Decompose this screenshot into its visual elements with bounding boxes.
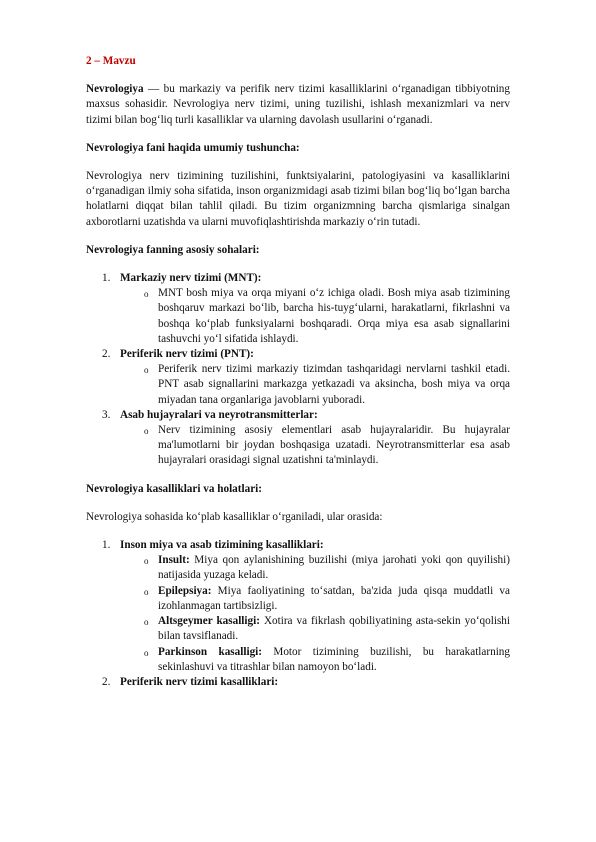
item-label: Asab hujayralari va neyrotransmitterlar: <box>120 408 318 421</box>
page-title: 2 – Mavzu <box>86 55 136 67</box>
item-label: Inson miya va asab tizimining kasalliklari: <box>120 539 324 552</box>
document-content <box>86 54 510 690</box>
sub-item-text: Motor tizimining buzilishi, bu harakatlarning sekinlashuvi va titrashlar bilan namoyon bo‘ladi. <box>158 645 510 673</box>
sub-list-wrapper <box>86 362 510 408</box>
intro-term: Nevrologiya <box>86 83 144 96</box>
sub-item <box>86 553 510 583</box>
list-item <box>86 538 510 553</box>
circle-bullet-icon: o <box>144 586 149 597</box>
sub-list-wrapper <box>86 286 510 347</box>
section1-paragraph: Nevrologiya nerv tizimining tuzilishini, funktsiyalarini, patologiyasini va kasalliklarini o‘rganadigan ilmiy soha sifatida, inson organizmidagi asab tizimi bilan bog‘liq bo‘lgan barcha holatlarni diqqat bilan tahlil qiladi. Bu tizim organizmning barcha qismlariga sinalgan axborotlarni uzatishda va ularni muvofiqlashtirishda markaziy o‘rin tutadi. <box>86 170 510 228</box>
sub-item <box>86 584 510 614</box>
item-label: Periferik nerv tizimi (PNT): <box>120 348 254 361</box>
sub-item <box>86 362 510 408</box>
item-number: 2. <box>102 348 111 361</box>
item-number: 2. <box>102 675 111 688</box>
sub-item <box>86 423 510 469</box>
item-number: 1. <box>102 539 111 552</box>
sub-item-text: Nerv tizimining asosiy elementlari asab hujayralaridir. Bu hujayralar ma'lumotlarni bir joydan boshqasiga uzatadi. Neyrotransmitterlar esa asab hujayralari orasidagi signal uzatishni ta'minlaydi. <box>158 424 510 467</box>
sub-item-term: Insult: <box>158 554 190 567</box>
sub-item-text: Miya qon aylanishining buzilishi (miya jarohati yoki qon quyilishi) natijasida yuzaga keladi. <box>158 554 510 582</box>
section3-heading: Nevrologiya kasalliklari va holatlari: <box>86 482 262 495</box>
list-item <box>86 408 510 423</box>
section3-paragraph: Nevrologiya sohasida ko‘plab kasalliklar o‘rganiladi, ular orasida: <box>86 510 383 523</box>
item-number: 1. <box>102 272 111 285</box>
section1-heading: Nevrologiya fani haqida umumiy tushuncha: <box>86 141 300 154</box>
sub-item-term: Parkinson kasalligi: <box>158 645 263 658</box>
item-number: 3. <box>102 408 111 421</box>
circle-bullet-icon: o <box>144 426 149 437</box>
sub-item-text: Miya faoliyatining to‘satdan, ba'zida juda qisqa muddatli va izohlanmagan tartibsizligi. <box>158 584 510 612</box>
sub-item-text: MNT bosh miya va orqa miyani o‘z ichiga oladi. Bosh miya asab tizimining boshqaruv markazi bo‘lib, barcha his-tuyg‘ularni, harakatlarni, fikrlashni va boshqa ko‘plab funksiyalarni boshqaradi. Orqa miya esa asab signallarini tashuvchi yo‘l sifatida ishlaydi. <box>158 287 510 345</box>
sub-list <box>86 362 510 408</box>
circle-bullet-icon: o <box>144 617 149 628</box>
sub-item <box>86 614 510 644</box>
section2-heading: Nevrologiya fanning asosiy sohalari: <box>86 243 260 256</box>
intro-text: — bu markaziy va perifik nerv tizimi kasalliklarini o‘rganadigan tibbiyotning maxsus sohasidir. Nevrologiya nerv tizimi, uning tuzilishi, ishlash mexanizmlari va nerv tizimi bilan bog‘liq turli kasalliklar va ularning davolash usullarini o‘rganadi. <box>86 83 510 126</box>
circle-bullet-icon: o <box>144 289 149 300</box>
list-item <box>86 271 510 286</box>
section2-list <box>86 271 510 469</box>
circle-bullet-icon: o <box>144 365 149 376</box>
sub-item-term: Epilepsiya: <box>158 584 212 597</box>
sub-list <box>86 553 510 675</box>
item-label: Markaziy nerv tizimi (MNT): <box>120 272 262 285</box>
sub-list <box>86 423 510 469</box>
sub-item <box>86 286 510 347</box>
sub-item-text: Xotira va fikrlash qobiliyatining asta-sekin yo‘qolishi bilan tavsiflanadi. <box>158 615 510 643</box>
sub-item-term: Altsgeymer kasalligi: <box>158 615 260 628</box>
section3-list <box>86 538 510 690</box>
sub-list-wrapper <box>86 553 510 675</box>
sub-list-wrapper <box>86 423 510 469</box>
list-item <box>86 347 510 362</box>
sub-list <box>86 286 510 347</box>
sub-item-text: Periferik nerv tizimi markaziy tizimdan tashqaridagi nervlarni tashkil etadi. PNT asab signallarini markazga yetkazadi va aksincha, bosh miya va orqa miyadan tana organlariga javoblarni yuboradi. <box>158 363 510 406</box>
item-label: Periferik nerv tizimi kasalliklari: <box>120 675 279 688</box>
intro-paragraph <box>86 82 510 128</box>
sub-item <box>86 645 510 675</box>
circle-bullet-icon: o <box>144 647 149 658</box>
list-item <box>86 675 510 690</box>
circle-bullet-icon: o <box>144 556 149 567</box>
